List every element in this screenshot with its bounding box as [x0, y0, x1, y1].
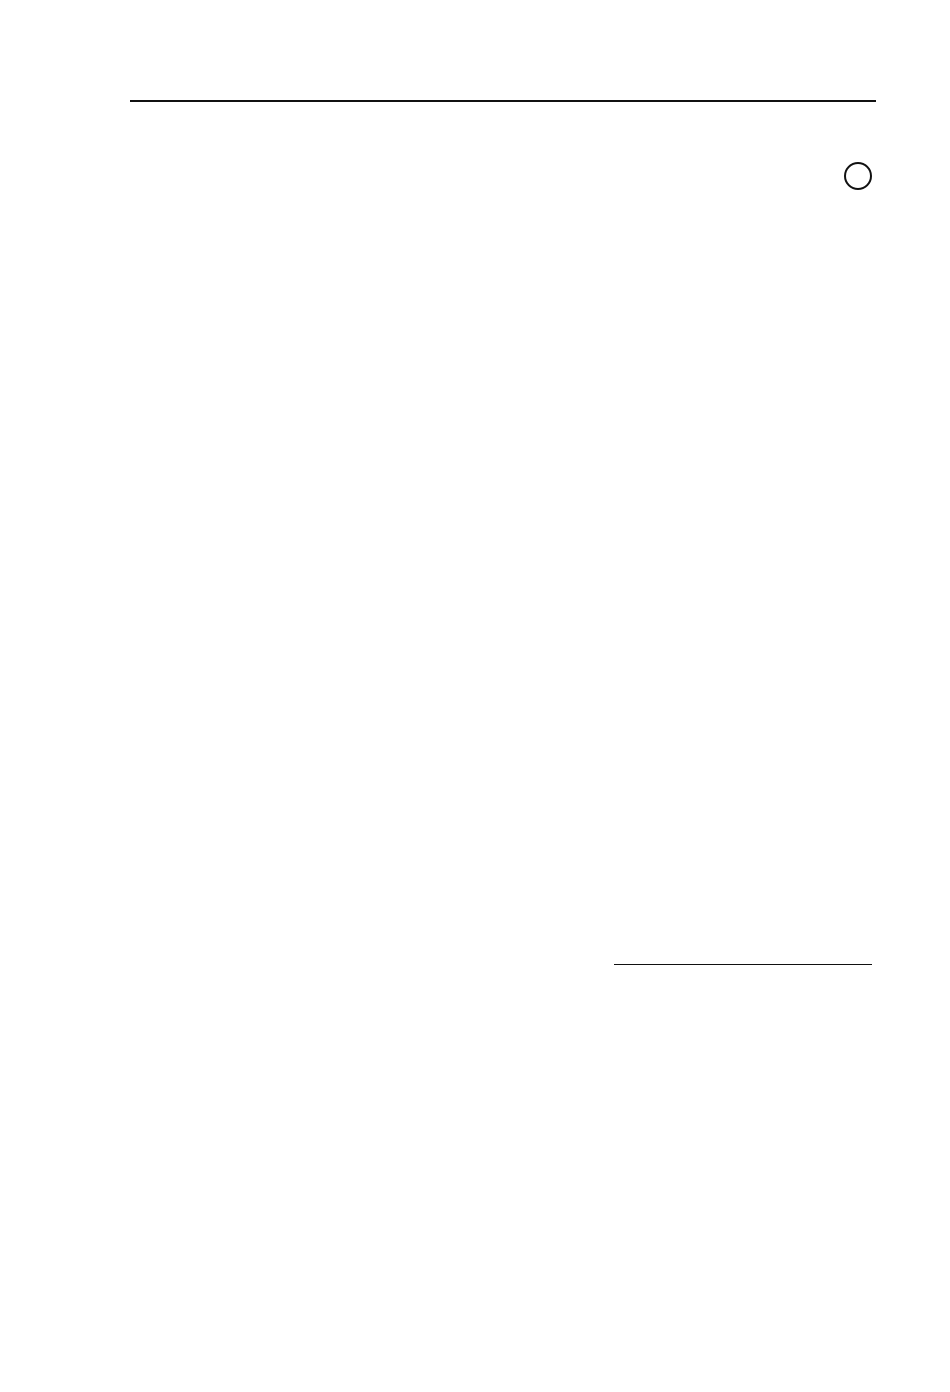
header-rule — [130, 100, 876, 102]
ayah-number-badge — [844, 162, 872, 190]
page-header — [130, 62, 876, 102]
footnote-separator — [614, 964, 872, 965]
main-text — [130, 140, 872, 207]
verse-paragraph — [130, 150, 872, 201]
